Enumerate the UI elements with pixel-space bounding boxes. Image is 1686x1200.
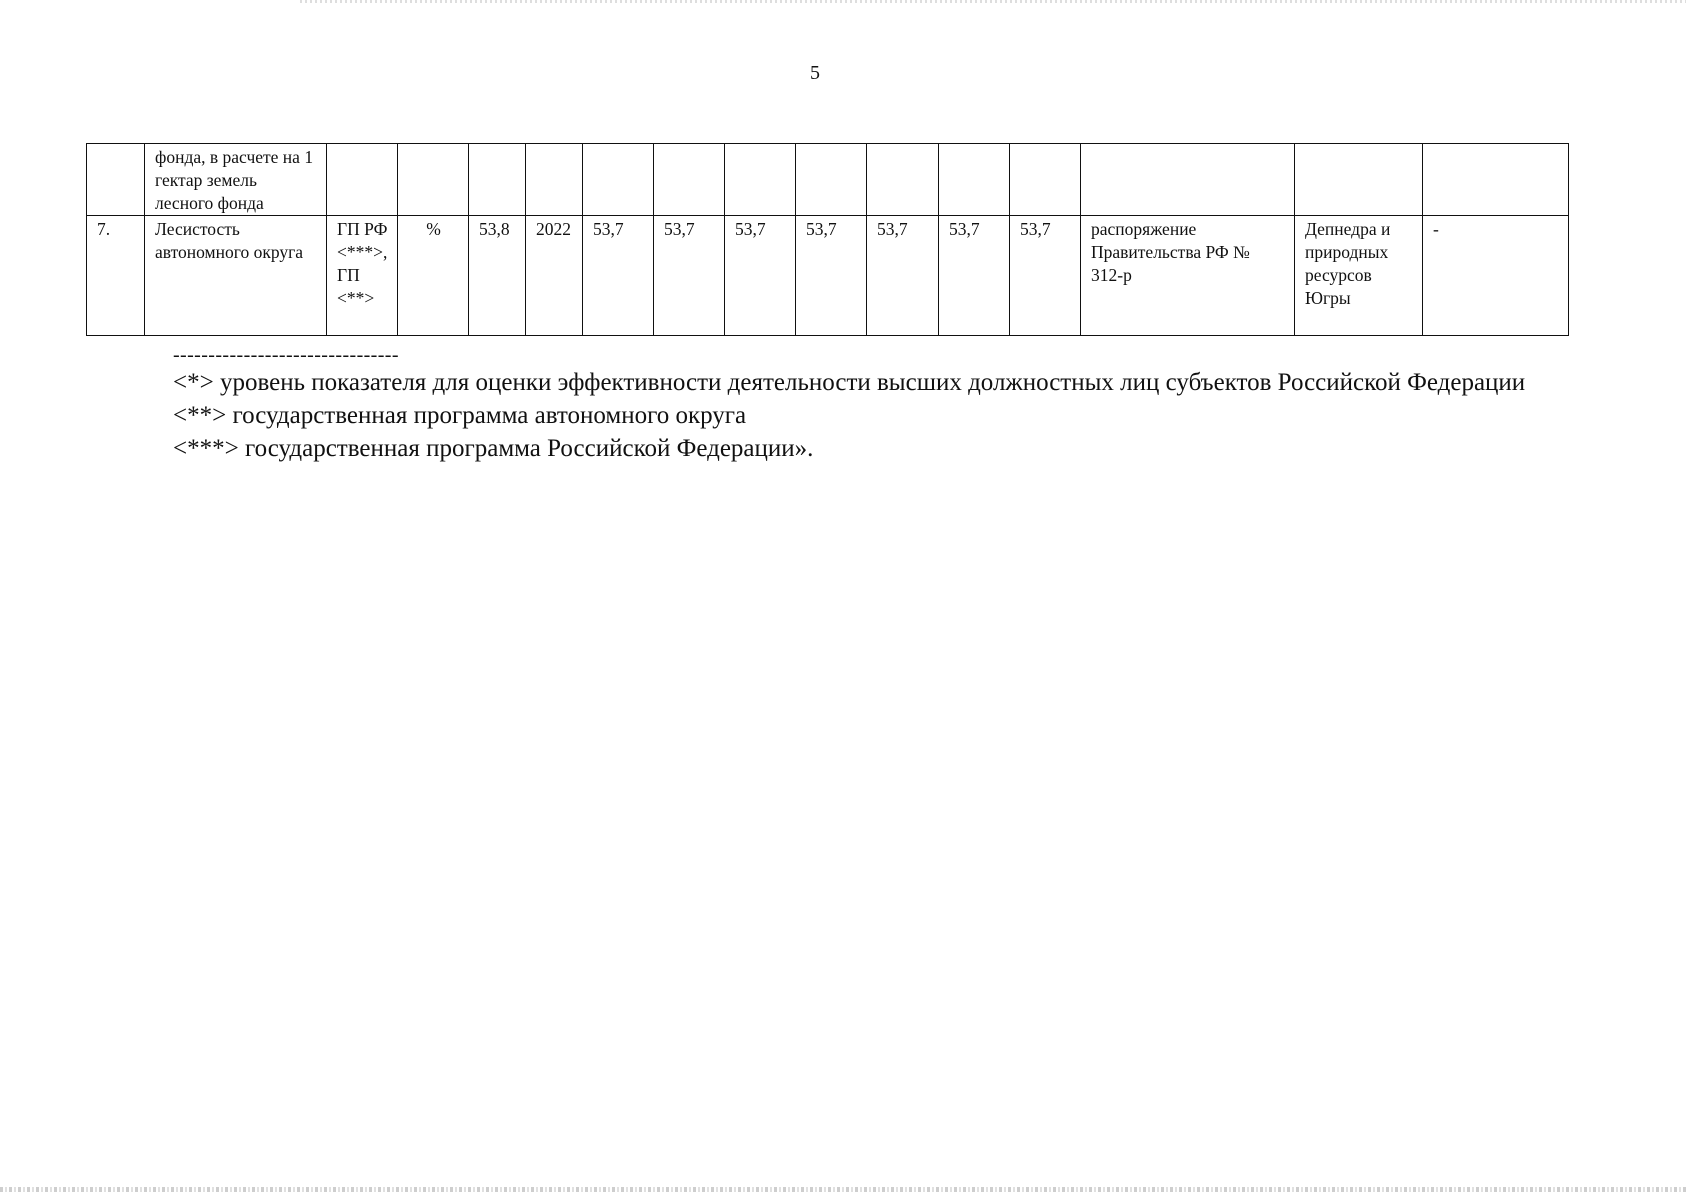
cell-base-value: [469, 144, 526, 216]
cell-value: 53,7: [796, 216, 867, 336]
cell-indicator-name: Лесистость автономного округа: [145, 216, 327, 336]
cell-unit: %: [398, 216, 469, 336]
cell-note: [1423, 144, 1569, 216]
cell-num: 7.: [87, 216, 145, 336]
cell-document: распоряжение Правительства РФ № 312-р: [1081, 216, 1295, 336]
cell-program: ГП РФ <***>, ГП <**>: [327, 216, 398, 336]
indicators-table: [86, 143, 1569, 336]
cell-value: 53,7: [583, 216, 654, 336]
cell-value: 53,7: [939, 216, 1010, 336]
cell-value: [1010, 144, 1081, 216]
cell-value: [796, 144, 867, 216]
cell-base-year: [526, 144, 583, 216]
cell-base-value: 53,8: [469, 216, 526, 336]
cell-base-year: 2022: [526, 216, 583, 336]
cell-responsible: [1295, 144, 1423, 216]
cell-value: [583, 144, 654, 216]
cell-unit: [398, 144, 469, 216]
scan-edge-top: [300, 0, 1686, 3]
table-row: [87, 144, 1569, 216]
cell-program: [327, 144, 398, 216]
page-number: 5: [810, 62, 820, 84]
cell-responsible: Депнедра и природных ресурсов Югры: [1295, 216, 1423, 336]
cell-document: [1081, 144, 1295, 216]
scan-edge-bottom: [0, 1187, 1686, 1192]
cell-value: [867, 144, 939, 216]
cell-value: 53,7: [725, 216, 796, 336]
footnote-item: <**> государственная программа автономного округа: [173, 402, 747, 429]
cell-num: [87, 144, 145, 216]
footnote-item: <*> уровень показателя для оценки эффективности деятельности высших должностных лиц субъектов Российской Федерации: [173, 369, 1526, 396]
table-row: [87, 216, 1569, 336]
footnote-item: <***> государственная программа Российской Федерации».: [173, 435, 814, 462]
cell-value: [725, 144, 796, 216]
cell-note: -: [1423, 216, 1569, 336]
cell-value: [654, 144, 725, 216]
footnotes: [101, 366, 1537, 465]
footnote-separator: --------------------------------: [173, 344, 399, 366]
cell-value: 53,7: [654, 216, 725, 336]
cell-indicator-name: фонда, в расчете на 1 гектар земель лесного фонда: [145, 144, 327, 216]
cell-value: 53,7: [867, 216, 939, 336]
cell-value: 53,7: [1010, 216, 1081, 336]
cell-value: [939, 144, 1010, 216]
